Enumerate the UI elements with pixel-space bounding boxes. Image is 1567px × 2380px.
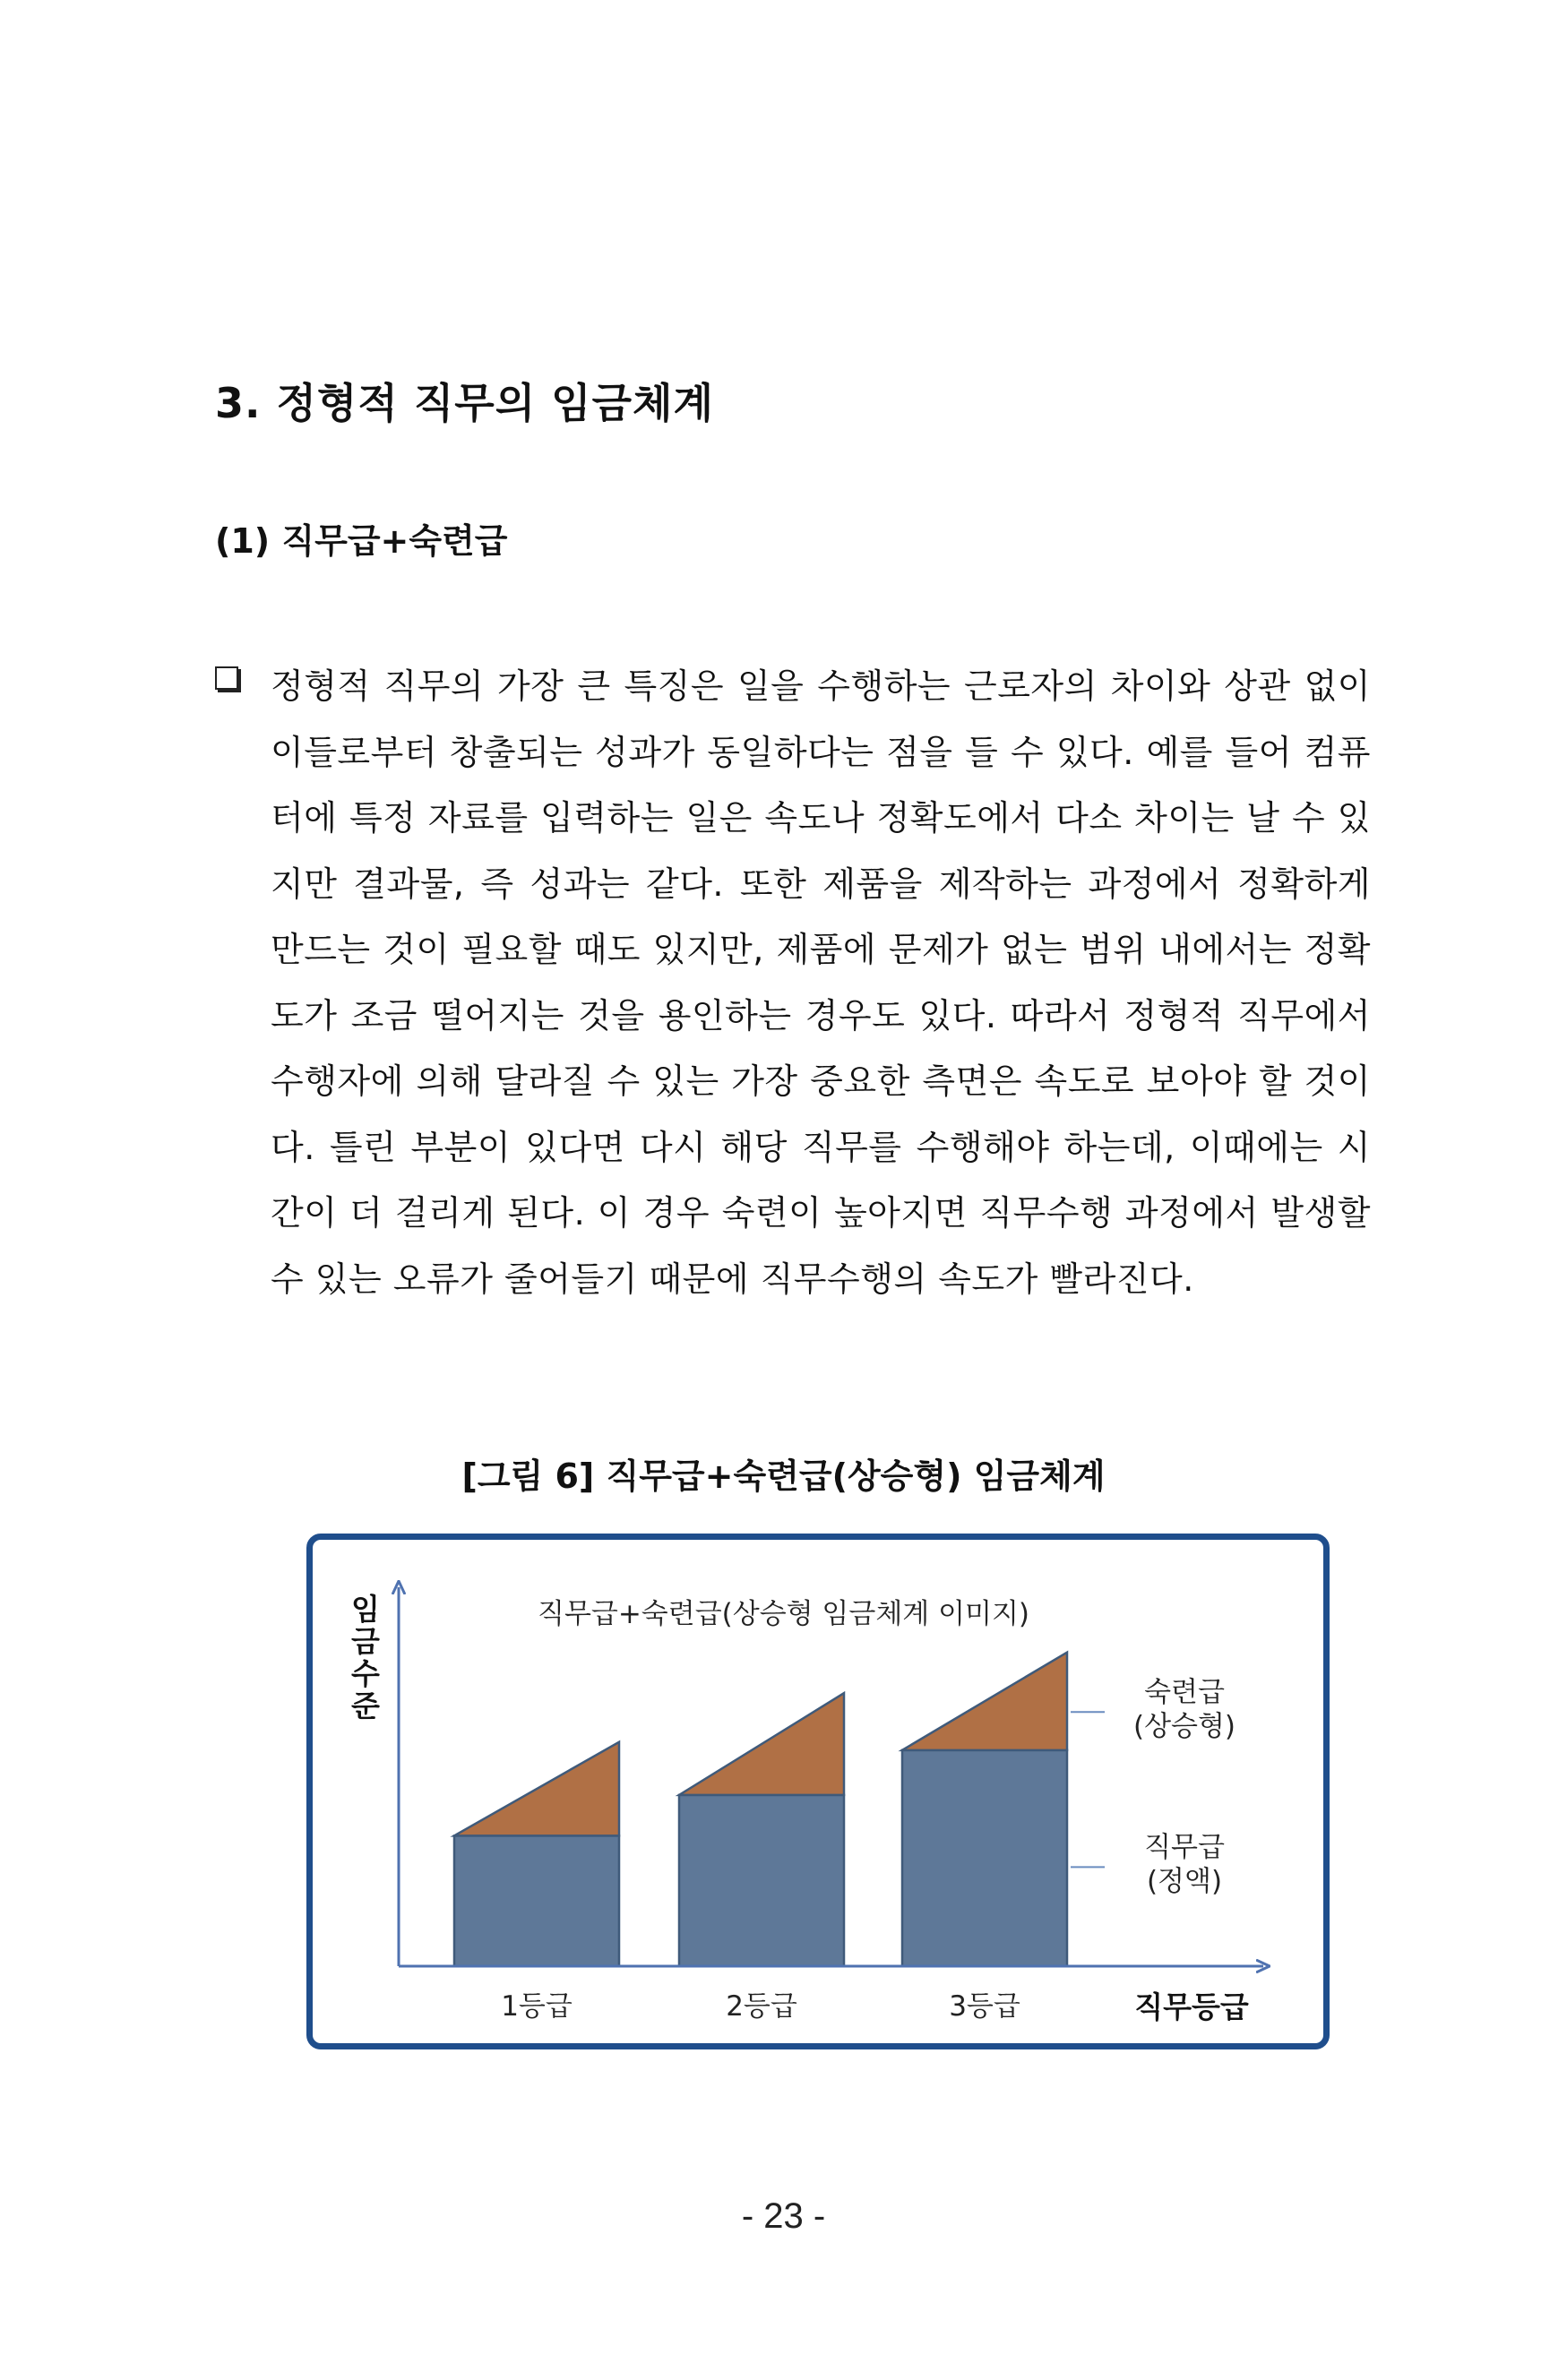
bar-job-pay-2 <box>679 1795 844 1966</box>
subsection-title: (1) 직무급+숙련급 <box>215 521 508 561</box>
bar-job-pay-1 <box>454 1835 619 1966</box>
wage-structure-chart <box>306 1534 1330 2049</box>
y-axis-label: 임 금 수 준 <box>351 1592 380 1723</box>
page-number: - 23 - <box>741 2196 826 2236</box>
wedge-skill-pay-3 <box>902 1653 1067 1750</box>
section-title: 3. 정형적 직무의 임금체계 <box>215 379 714 427</box>
legend-sublabel-job-pay: (정액) <box>1146 1865 1223 1898</box>
wedge-skill-pay-2 <box>679 1693 844 1795</box>
body-paragraph <box>215 654 1371 1312</box>
bar-job-pay-3 <box>902 1750 1067 1966</box>
paragraph-text: 정형적 직무의 가장 큰 특징은 일을 수행하는 근로자의 차이와 상관 없이 이들로부터 창출되는 성과가 동일하다는 점을 들 수 있다. 예를 들어 컴퓨터에 특정 자료를 입력하는 일은 속도나 정확도에서 다소 차이는 날 수 있지만 결과물, 즉 성과는 같다. 또한 제품을 제작하는 과정에서 정확하게 만드는 것이 필요할 때도 있지만, 제품에 문제가 없는 범위 내에서는 정확도가 조금 떨어지는 것을 용인하는 경우도 있다. 따라서 정형적 직무에서 수행자에 의해 달라질 수 있는 가장 중요한 측면은 속도로 보아야 할 것이다. 틀린 부분이 있다면 다시 해당 직무를 수행해야 하는데, 이때에는 시간이 더 걸리게 된다. 이 경우 숙련이 높아지면 직무수행 과정에서 발생할 수 있는 오류가 줄어들기 때문에 직무수행의 속도가 빨라진다. <box>271 666 1371 1299</box>
legend-sublabel-skill-pay: (상승형) <box>1132 1710 1236 1743</box>
legend-name-job-pay: 직무급 <box>1144 1831 1225 1864</box>
x-tick-label: 1등급 <box>501 1990 573 2023</box>
legend-name-skill-pay: 숙련급 <box>1144 1676 1225 1709</box>
x-tick-label: 3등급 <box>949 1990 1020 2023</box>
chart-title: 직무급+숙련급(상승형 임금체계 이미지) <box>538 1598 1030 1630</box>
x-axis-label: 직무등급 <box>1134 1989 1249 2024</box>
x-tick-label: 2등급 <box>726 1990 797 2023</box>
figure-caption: [그림 6] 직무급+숙련급(상승형) 임금체계 <box>461 1456 1106 1496</box>
figure-frame <box>306 1534 1330 2049</box>
checkbox-bullet-icon <box>215 666 238 690</box>
wedge-skill-pay-1 <box>454 1742 619 1836</box>
